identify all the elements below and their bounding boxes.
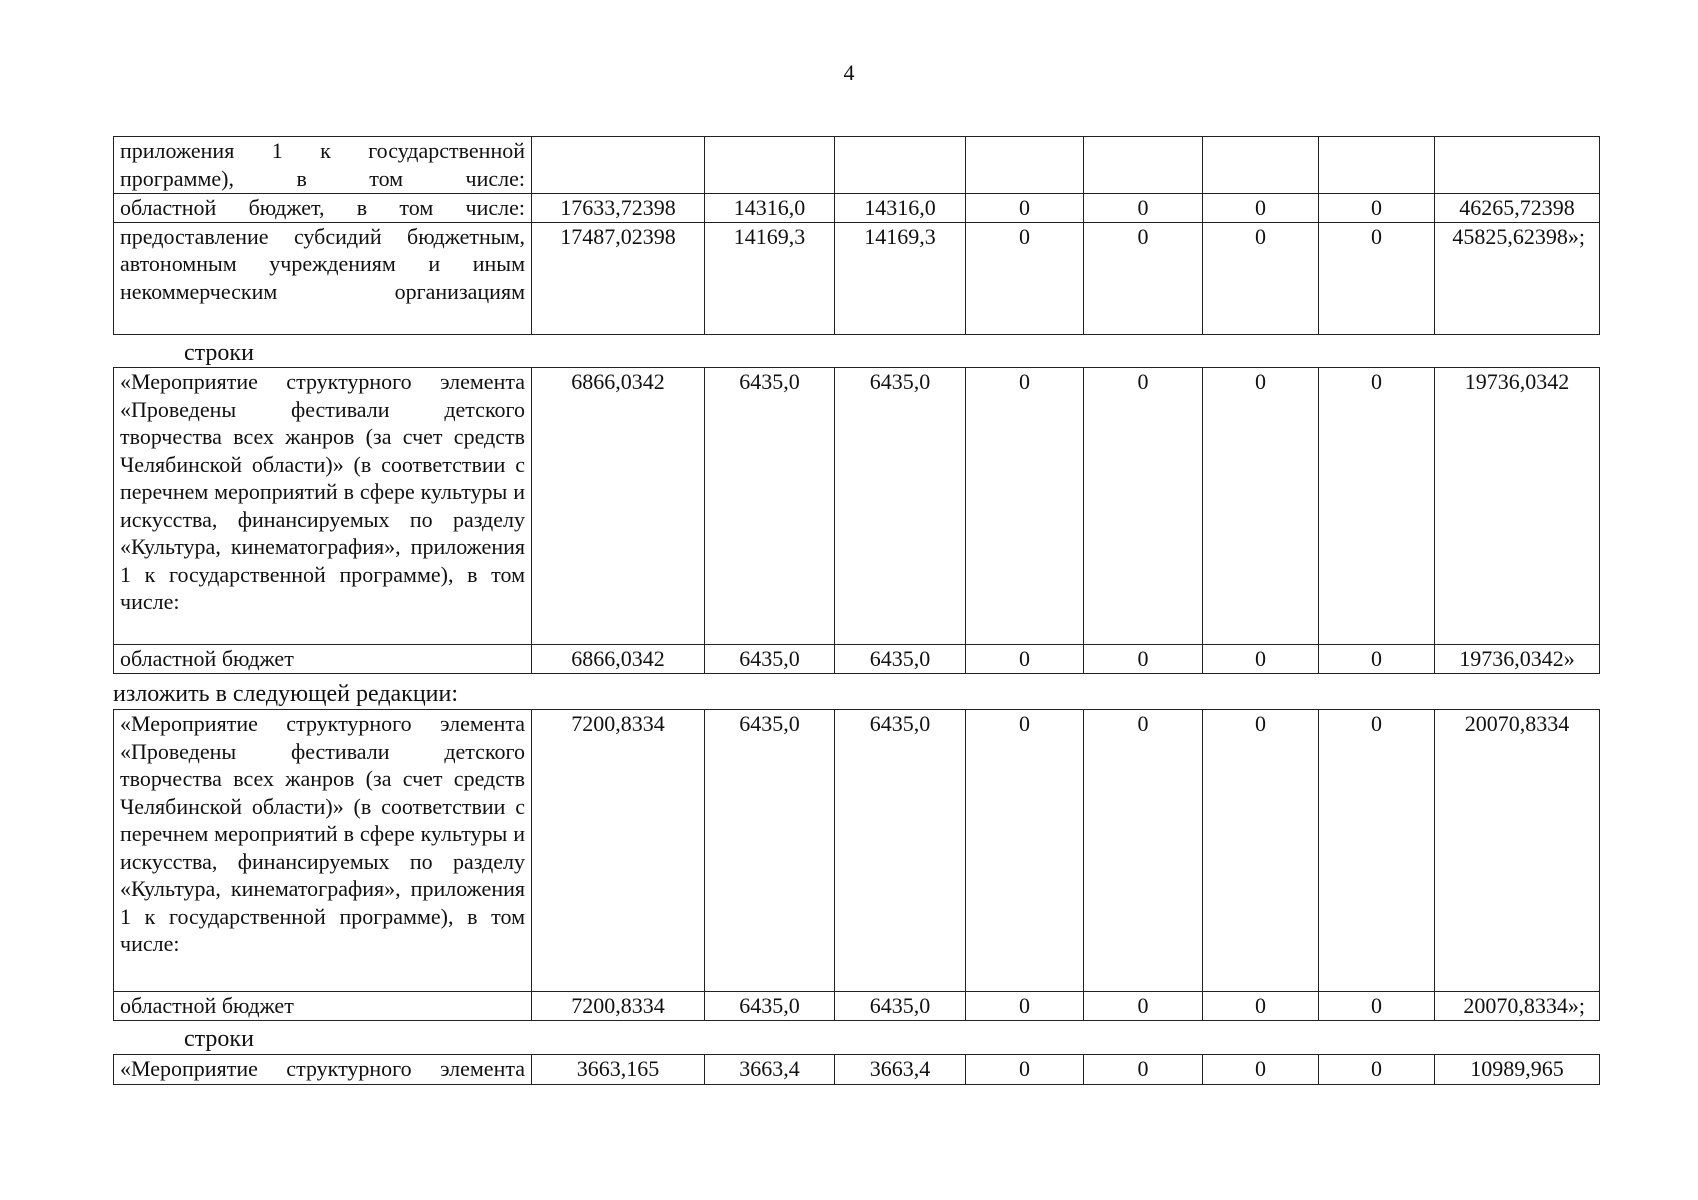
value-cell: 0	[1319, 645, 1435, 674]
value-cell	[532, 137, 705, 194]
value-cell: 0	[966, 222, 1084, 334]
row-description: областной бюджет	[114, 645, 532, 674]
value-cell: 14316,0	[835, 194, 966, 223]
value-cell: 0	[966, 645, 1084, 674]
value-cell: 7200,8334	[532, 992, 705, 1021]
row-description: приложения 1 к государственной программе), в том числе:	[114, 137, 532, 194]
value-cell: 6435,0	[705, 368, 835, 645]
table-row	[114, 710, 1600, 992]
table-row	[114, 992, 1600, 1021]
value-cell: 0	[966, 194, 1084, 223]
value-cell: 0	[1084, 1055, 1203, 1085]
table-row	[114, 645, 1600, 674]
value-cell: 0	[1084, 645, 1203, 674]
budget-table-next-event	[113, 1054, 1600, 1085]
page-number: 4	[843, 60, 855, 85]
value-cell: 17487,02398	[532, 222, 705, 334]
value-cell	[705, 137, 835, 194]
value-cell: 6435,0	[835, 710, 966, 992]
value-cell: 0	[1203, 992, 1319, 1021]
value-cell: 6866,0342	[532, 368, 705, 645]
total-cell: 46265,72398	[1435, 194, 1600, 223]
value-cell: 0	[1203, 710, 1319, 992]
value-cell: 14169,3	[835, 222, 966, 334]
budget-table-continuation	[113, 136, 1600, 335]
value-cell: 0	[1319, 194, 1435, 223]
value-cell: 0	[966, 368, 1084, 645]
value-cell: 0	[1203, 194, 1319, 223]
value-cell: 0	[1203, 645, 1319, 674]
total-cell	[1435, 137, 1600, 194]
value-cell: 6435,0	[705, 645, 835, 674]
value-cell: 0	[1319, 1055, 1435, 1085]
section-label-rows: строки	[184, 340, 254, 366]
table-row	[114, 222, 1600, 334]
value-cell: 0	[966, 992, 1084, 1021]
table-row	[114, 1055, 1600, 1085]
total-cell: 10989,965	[1435, 1055, 1600, 1085]
value-cell: 6435,0	[835, 645, 966, 674]
value-cell: 0	[1084, 710, 1203, 992]
total-cell: 19736,0342»	[1435, 645, 1600, 674]
row-description: областной бюджет	[114, 992, 532, 1021]
value-cell: 3663,4	[705, 1055, 835, 1085]
value-cell	[835, 137, 966, 194]
budget-table-old-event	[113, 367, 1600, 674]
value-cell: 14169,3	[705, 222, 835, 334]
total-cell: 20070,8334»;	[1435, 992, 1600, 1021]
value-cell: 0	[966, 1055, 1084, 1085]
value-cell: 0	[1319, 222, 1435, 334]
value-cell	[1319, 137, 1435, 194]
value-cell: 6435,0	[835, 368, 966, 645]
value-cell	[966, 137, 1084, 194]
value-cell: 0	[1203, 1055, 1319, 1085]
value-cell: 0	[1319, 368, 1435, 645]
total-cell: 20070,8334	[1435, 710, 1600, 992]
value-cell: 3663,4	[835, 1055, 966, 1085]
value-cell: 17633,72398	[532, 194, 705, 223]
table-row	[114, 137, 1600, 194]
table-row	[114, 194, 1600, 223]
row-description: «Мероприятие структурного элемента «Проведены фестивали детского творчества всех жанров (за счет средств Челябинской области)» (в соответствии с перечнем мероприятий в сфере культуры и искусства, финансируемых по разделу «Культура, кинематография», приложения 1 к государственной программе), в том числе:	[114, 368, 532, 645]
value-cell: 0	[1084, 222, 1203, 334]
row-description: «Мероприятие структурного элемента	[114, 1055, 532, 1085]
row-description: областной бюджет, в том числе:	[114, 194, 532, 223]
value-cell: 0	[1319, 710, 1435, 992]
value-cell: 7200,8334	[532, 710, 705, 992]
section-label-rows: строки	[184, 1026, 254, 1052]
value-cell	[1203, 137, 1319, 194]
budget-table-new-event	[113, 709, 1600, 1021]
value-cell: 14316,0	[705, 194, 835, 223]
value-cell: 0	[966, 710, 1084, 992]
table-row	[114, 368, 1600, 645]
row-description: предоставление субсидий бюджетным, автономным учреждениям и иным некоммерческим организациям	[114, 222, 532, 334]
section-label-replace: изложить в следующей редакции:	[113, 681, 459, 707]
value-cell: 6435,0	[835, 992, 966, 1021]
value-cell: 0	[1084, 194, 1203, 223]
value-cell: 3663,165	[532, 1055, 705, 1085]
value-cell: 0	[1203, 368, 1319, 645]
value-cell: 6435,0	[705, 992, 835, 1021]
row-description: «Мероприятие структурного элемента «Проведены фестивали детского творчества всех жанров (за счет средств Челябинской области)» (в соответствии с перечнем мероприятий в сфере культуры и искусства, финансируемых по разделу «Культура, кинематография», приложения 1 к государственной программе), в том числе:	[114, 710, 532, 992]
value-cell: 0	[1084, 992, 1203, 1021]
value-cell: 6435,0	[705, 710, 835, 992]
value-cell: 6866,0342	[532, 645, 705, 674]
value-cell: 0	[1319, 992, 1435, 1021]
total-cell: 19736,0342	[1435, 368, 1600, 645]
value-cell: 0	[1203, 222, 1319, 334]
value-cell: 0	[1084, 368, 1203, 645]
value-cell	[1084, 137, 1203, 194]
total-cell: 45825,62398»;	[1435, 222, 1600, 334]
